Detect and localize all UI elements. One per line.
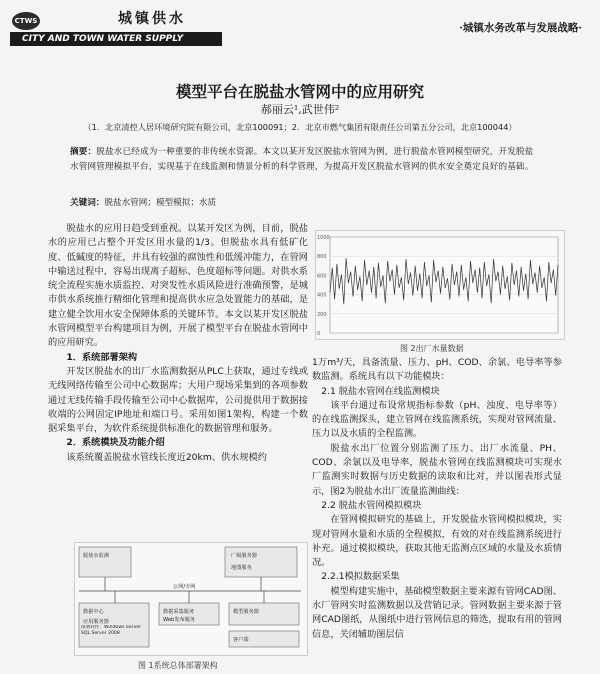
diagram-label: 脱盐水监测 bbox=[83, 553, 109, 559]
diagram-plant-server-node bbox=[225, 547, 297, 577]
diagram-label: 应用服务器 bbox=[83, 619, 109, 625]
logo-emblem-icon: CTWS bbox=[12, 12, 40, 30]
section-2-1-heading: 2.1 脱盐水管网在线监测模块 bbox=[321, 385, 440, 397]
diagram-label: 地图服务 bbox=[231, 565, 252, 571]
right-para-4: 在管网模拟研究的基础上，开发脱盐水管网模拟模块，实现对管网水量和水质的全程模拟，有效的对在线监测系统进行补充。通过模拟模块，获取其他无监测点区域的水量及水质情况。 bbox=[312, 514, 562, 569]
figure-1 bbox=[74, 542, 308, 656]
keywords bbox=[70, 196, 542, 208]
section-2-heading: 2．系统模块及功能介绍 bbox=[66, 437, 165, 449]
section-1-heading: 1．系统部署架构 bbox=[66, 351, 138, 363]
abstract-label: 摘要： bbox=[70, 147, 97, 157]
diagram-label: 公网/专网 bbox=[173, 584, 196, 590]
diagram-label: 数据中心 bbox=[83, 609, 104, 615]
section-2-2-1-heading: 2.2.1模拟数据采集 bbox=[321, 571, 400, 583]
chart-y-tick-label: 400 bbox=[317, 292, 327, 299]
abstract bbox=[70, 145, 542, 175]
flow-chart bbox=[316, 231, 564, 339]
diagram-label: 部署软件：Windows Server SQL Server 2008 bbox=[81, 625, 141, 636]
right-column bbox=[312, 356, 562, 642]
chart-y-tick-label: 0 bbox=[317, 331, 321, 337]
section-1-paragraph: 开发区脱盐水的出厂水监测数据从PLC上获取，通过专线或无线网络传输至公司中心数据库；大用户现场采集到的各项参数通过无线传输手段传输至公司中心数据库，公司提供用于数据接收端的公网固定IP地址和端口号。采用如图1架构，构建一个数据采集平台，为软件系统提供标准化的数据管理和服务。 bbox=[48, 365, 308, 435]
right-para-3: 脱盐水出厂位置分别监测了压力、出厂水流量、PH、COD、余氯以及电导率，脱盐水管网在线监测模块可实现水厂监测实时数据与历史数据的读取和比对，并以图表形式显示，图2为脱盐水出厂流量监测曲线： bbox=[312, 442, 562, 497]
chart-y-tick-label: 800 bbox=[317, 254, 327, 261]
right-para-5: 模型构建实施中，基础模型数据主要来源有管网CAD图、水厂管网实时监测数据以及营销记录。管网数据主要来源于管网CAD图纸，从图纸中进行管网信息的筛选，提取有用的管网信息，关闭辅助图层信 bbox=[312, 585, 562, 640]
chart-y-tick-label: 200 bbox=[317, 311, 327, 318]
keywords-label: 关键词： bbox=[70, 198, 105, 208]
column-name: ·城镇水务改革与发展战略· bbox=[459, 22, 582, 34]
chart-plot-area bbox=[330, 237, 558, 333]
logo-chinese: 城镇供水 bbox=[118, 11, 186, 27]
left-column bbox=[48, 222, 308, 465]
figure-1-caption: 图 1系统总体部署架构 bbox=[138, 661, 218, 670]
paper-authors: 郝丽云¹,武世伟² bbox=[260, 103, 340, 116]
intro-paragraph: 脱盐水的应用日趋受到重视。以某开发区为例，目前，脱盐水的应用已占整个开发区用水量的1/3。但脱盐水具有低矿化度、低碱度的特征，并具有较强的腐蚀性和低缓冲能力，在管网中输送过程中，容易出现离子超标、色度超标等问题。对供水系统全流程实施水质监控、对突发性水质风险进行准确预警，是城市供水系统推行精细化管理和提高供水应急处置能力的基础，是建立健全饮用水安全保障体系的关键环节。本文以某开发区脱盐水管网模型平台构建项目为例，开展了模型平台在脱盐水管网中的应用研究。 bbox=[48, 223, 308, 349]
diagram-label: 厂级服务器 bbox=[231, 553, 257, 559]
right-para-1: 1万m³/天，具备流量、压力、pH、COD、余氯、电导率等参数监测。系统具有以下功能模块： bbox=[312, 357, 562, 383]
chart-y-tick-label: 600 bbox=[317, 273, 327, 280]
architecture-diagram bbox=[75, 543, 307, 655]
diagram-monitor-node bbox=[79, 547, 131, 577]
diagram-label: 数据采集服务 bbox=[163, 609, 195, 615]
keywords-text: 脱盐水管网；模型模拟；水质 bbox=[104, 198, 217, 208]
paper-title: 模型平台在脱盐水管网中的应用研究 bbox=[175, 82, 424, 101]
diagram-label: 客户端 bbox=[233, 637, 249, 643]
diagram-label: Web发布服务 bbox=[163, 617, 196, 623]
paper-affiliation: （1．北京清控人居环境研究院有限公司，北京100091；2．北京市燃气集团有限责任公司第五分公司，北京100044） bbox=[83, 122, 517, 132]
figure-2 bbox=[315, 230, 565, 340]
abstract-text: 脱盐水已经成为一种重要的非传统水资源。本文以某开发区脱盐水管网为例，进行脱盐水管网模型研究，开发脱盐水管网管理模拟平台，实现基于在线监测和情景分析的科学管理，为提高开发区脱盐水管网的供水安全奠定良好的基础。 bbox=[70, 147, 534, 172]
logo-english: CITY AND TOWN WATER SUPPLY bbox=[10, 32, 222, 46]
section-2-2-heading: 2.2 脱盐水管网模拟模块 bbox=[321, 499, 422, 511]
figure-2-caption: 图 2出厂水量数据 bbox=[400, 344, 464, 353]
right-para-2: 该平台通过布设常规指标参数（pH、浊度、电导率等）的在线监测探头，建立管网在线监测系统，实现对管网流量、压力以及水质的全程监测。 bbox=[312, 399, 562, 440]
journal-logo bbox=[10, 8, 200, 44]
diagram-label: 模型服务器 bbox=[233, 609, 259, 615]
section-2-paragraph: 该系统覆盖脱盐水管线长度近20km、供水规模约 bbox=[66, 451, 267, 463]
chart-y-tick-label: 1000 bbox=[317, 235, 330, 241]
